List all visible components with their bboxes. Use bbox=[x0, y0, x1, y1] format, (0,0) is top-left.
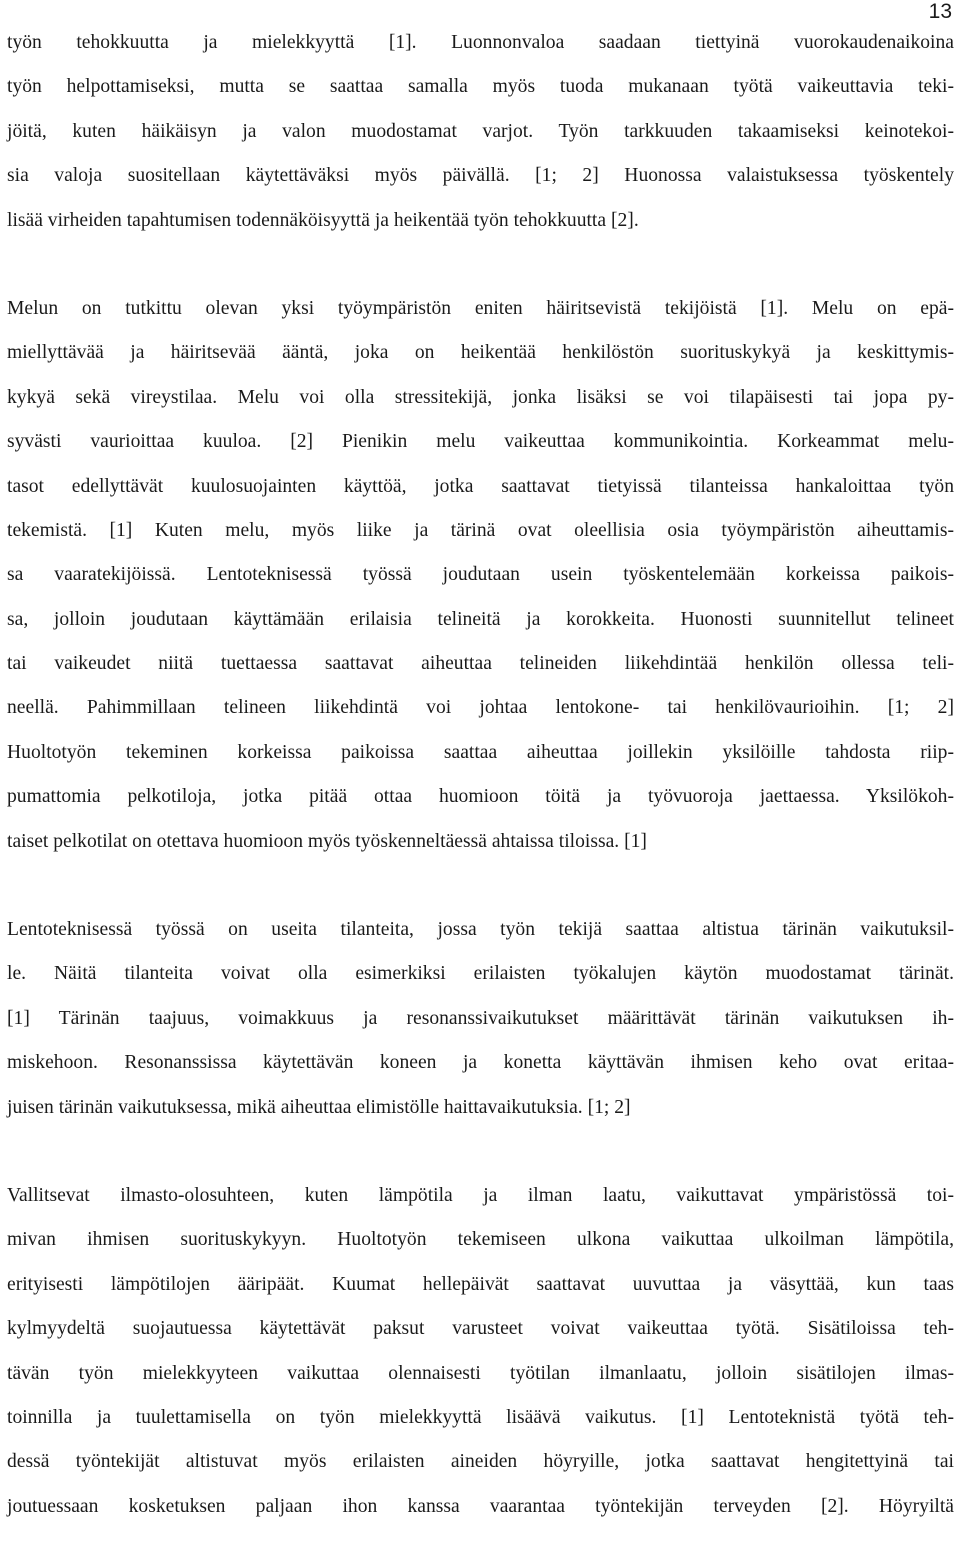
text-line: miskehoon. Resonanssissa käytettävän koneen ja konetta käyttävän ihmisen keho ovat eritaa- bbox=[7, 1052, 954, 1074]
text-line: kykyä sekä vireystilaa. Melu voi olla stressitekijä, jonka lisäksi se voi tilapäisesti tai jopa py- bbox=[7, 386, 954, 408]
text-line: tekemistä. [1] Kuten melu, myös liike ja tärinä ovat oleellisia osia työympäristön aiheuttamis- bbox=[7, 519, 954, 541]
text-line: mivan ihmisen suorituskykyyn. Huoltotyön tekemiseen ulkona vaikuttaa ulkoilman lämpötila, bbox=[7, 1229, 954, 1251]
text-line: sia valoja suositellaan käytettäväksi myös päivällä. [1; 2] Huonossa valaistuksessa työskentely bbox=[7, 165, 954, 187]
text-line: juisen tärinän vaikutuksessa, mikä aiheuttaa elimistölle haittavaikutuksia. [1; 2] bbox=[7, 1096, 631, 1118]
paragraph-gap bbox=[7, 243, 954, 287]
text-line: työn tehokkuutta ja mielekkyyttä [1]. Luonnonvaloa saadaan tiettyinä vuorokaudenaikoina bbox=[7, 32, 954, 53]
text-line: sa, jolloin joudutaan käyttämään erilaisia telineitä ja korokkeita. Huonosti suunnitellut telineet bbox=[7, 608, 954, 630]
text-line: tai vaikeudet niitä tuettaessa saattavat aiheuttaa telineiden liikehdintää henkilön ollessa teli- bbox=[7, 653, 954, 675]
text-line: kylmyydeltä suojautuessa käytettävät paksut varusteet voivat vaikeuttaa työtä. Sisätiloissa teh- bbox=[7, 1318, 954, 1340]
text-line: Vallitsevat ilmasto-olosuhteen, kuten lämpötila ja ilman laatu, vaikuttavat ympäristössä toi- bbox=[7, 1184, 954, 1206]
page-number: 13 bbox=[928, 0, 952, 23]
paragraph-vibration bbox=[7, 908, 954, 1130]
text-line: lisää virheiden tapahtumisen todennäköisyyttä ja heikentää työn tehokkuutta [2]. bbox=[7, 209, 639, 231]
text-line: joutuessaan kosketuksen paljaan ihon kanssa vaarantaa työntekijän terveyden [2]. Höyryiltä bbox=[7, 1495, 954, 1517]
text-line: taiset pelkotilat on otettava huomioon myös työskenneltäessä ahtaissa tiloissa. [1] bbox=[7, 830, 647, 852]
paragraph-gap bbox=[7, 864, 954, 908]
paragraph-lighting bbox=[7, 21, 954, 243]
text-line: le. Näitä tilanteita voivat olla esimerkiksi erilaisten työkalujen käytön muodostamat tärinät. bbox=[7, 963, 954, 985]
page-body bbox=[7, 21, 954, 1529]
text-line: työn helpottamiseksi, mutta se saattaa samalla myös tuoda mukanaan työtä vaikeuttavia teki- bbox=[7, 76, 954, 98]
text-line: sa vaaratekijöissä. Lentoteknisessä työssä joudutaan usein työskentelemään korkeissa paikois- bbox=[7, 564, 954, 586]
text-line: jöitä, kuten häikäisyn ja valon muodostamat varjot. Työn tarkkuuden takaamiseksi keinotekoi- bbox=[7, 120, 954, 142]
text-line: tasot edellyttävät kuulosuojainten käyttöä, jotka saattavat tietyissä tilanteissa hankaloittaa työn bbox=[7, 475, 954, 497]
paragraph-gap bbox=[7, 1130, 954, 1174]
text-line: tävän työn mielekkyyteen vaikuttaa olennaisesti työtilan ilmanlaatu, jolloin sisätilojen ilmas- bbox=[7, 1362, 954, 1384]
text-line: Lentoteknisessä työssä on useita tilanteita, jossa työn tekijä saattaa altistua tärinän vaikutuksil- bbox=[7, 919, 954, 941]
paragraph-climate bbox=[7, 1174, 954, 1529]
text-line: neellä. Pahimmillaan telineen liikehdintä voi johtaa lentokone- tai henkilövaurioihin. [1; 2] bbox=[7, 697, 954, 719]
text-line: erityisesti lämpötilojen ääripäät. Kuumat hellepäivät saattavat uuvuttaa ja väsyttää, kun taas bbox=[7, 1273, 954, 1295]
text-line: Melun on tutkittu olevan yksi työympäristön eniten häiritsevistä tekijöistä [1]. Melu on epä- bbox=[7, 297, 954, 319]
text-line: pumattomia pelkotiloja, jotka pitää ottaa huomioon töitä ja työvuoroja jaettaessa. Yksilökoh- bbox=[7, 786, 954, 808]
text-line: miellyttävää ja häiritsevää ääntä, joka on heikentää henkilöstön suorituskykyä ja keskittymis- bbox=[7, 342, 954, 364]
text-line: dessä työntekijät altistuvat myös erilaisten aineiden höyryille, jotka saattavat hengitettyinä tai bbox=[7, 1451, 954, 1473]
text-line: toinnilla ja tuulettamisella on työn mielekkyyttä lisäävä vaikutus. [1] Lentoteknistä työtä teh- bbox=[7, 1406, 954, 1428]
text-line: [1] Tärinän taajuus, voimakkuus ja resonanssivaikutukset määrittävät tärinän vaikutuksen ih- bbox=[7, 1007, 954, 1029]
text-line: Huoltotyön tekeminen korkeissa paikoissa saattaa aiheuttaa joillekin yksilöille tahdosta riip- bbox=[7, 741, 954, 763]
paragraph-noise bbox=[7, 287, 954, 864]
text-line: syvästi vaurioittaa kuuloa. [2] Pienikin melu vaikeuttaa kommunikointia. Korkeammat melu- bbox=[7, 431, 954, 453]
